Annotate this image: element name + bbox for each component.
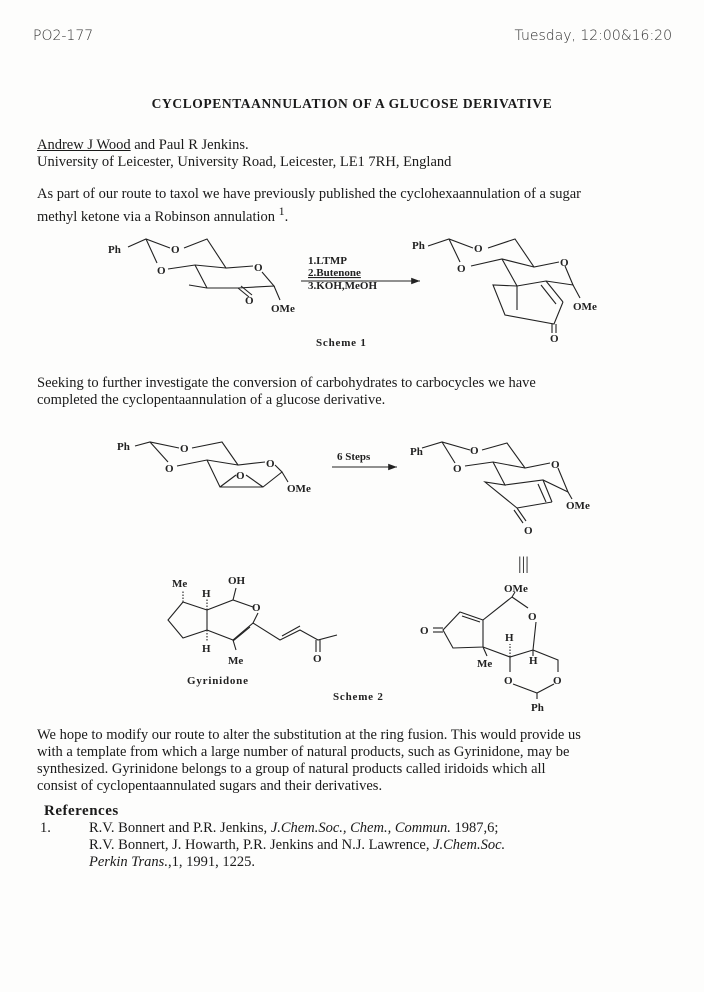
scheme2-product-structure [410,442,590,537]
para3-line-4: consist of cyclopentaannulated sugars and their derivatives. [37,778,383,794]
reference-authors: R.V. Bonnert and P.R. Jenkins, [89,820,271,836]
poster-code: PO2-177 [33,28,94,44]
atom-label: O [180,443,189,455]
atom-label: OMe [566,500,590,512]
atom-label: O [470,445,479,457]
atom-label: O [266,458,275,470]
page-title: CYCLOPENTAANNULATION OF A GLUCOSE DERIVATIVE [151,96,553,111]
atom-label: O [236,470,245,482]
reference-citation: ,1, 1991, 1225. [167,854,255,870]
atom-label: OMe [504,583,528,595]
atom-label: O [550,333,559,345]
atom-label: O [420,625,429,637]
atom-label: O [252,602,261,614]
atom-label: H [505,632,514,644]
atom-label: H [202,643,211,655]
reference-citation: 1987,6; [450,820,499,836]
references-heading: References [44,803,119,819]
atom-label: O [245,295,254,307]
atom-label: O [165,463,174,475]
para3-line-2: with a template from which a large number of natural products, such as Gyrinidone, may be [37,744,570,760]
equivalence-symbol: ||| [518,553,529,573]
gyrinidone-label: Gyrinidone [187,675,249,687]
reference-number: 1. [40,820,51,836]
atom-label: O [524,525,533,537]
co-author: and Paul R Jenkins. [130,137,249,153]
scheme-2-caption: Scheme 2 [333,691,384,703]
reagent-label: 3.KOH,MeOH [308,280,378,292]
atom-label: O [551,459,560,471]
atom-label: OH [228,575,246,587]
atom-label: Me [477,658,493,670]
atom-label: O [254,262,263,274]
atom-label: O [457,263,466,275]
redrawn-product-structure [420,583,562,714]
atom-label: H [202,588,211,600]
atom-label: O [474,243,483,255]
scheme2-reactant-structure [117,441,311,495]
reference-journal: Perkin Trans. [89,854,168,870]
scheme-1-caption: Scheme 1 [316,337,367,349]
atom-label: O [553,675,562,687]
para2-line-2: completed the cyclopentaannulation of a glucose derivative. [37,392,386,408]
para3-line-1: We hope to modify our route to alter the substitution at the ring fusion. This would provide us [37,727,581,743]
atom-label: OMe [573,301,597,313]
reference-journal: J.Chem.Soc., Chem., Commun. [270,820,451,836]
atom-label: Ph [108,244,121,256]
atom-label: O [560,257,569,269]
atom-label: Me [172,578,188,590]
atom-label: O [157,265,166,277]
atom-label: OMe [287,483,311,495]
reagent-label: 1.LTMP [308,255,348,267]
atom-label: Ph [410,446,423,458]
scheme1-product-structure [412,239,597,345]
atom-label: O [528,611,537,623]
atom-label: O [313,653,322,665]
reagent-label: 6 Steps [337,451,371,463]
intro-line-1: As part of our route to taxol we have previously published the cyclohexaannulation of a sugar [37,186,581,202]
para3-line-3: synthesized. Gyrinidone belongs to a group of natural products called iridoids which all [37,761,546,777]
affiliation: University of Leicester, University Road, Leicester, LE1 7RH, England [37,154,452,170]
session-time: Tuesday, 12:00&16:20 [514,28,672,44]
atom-label: O [453,463,462,475]
intro-text: methyl ketone via a Robinson annulation [37,208,279,225]
atom-label: Ph [531,702,544,714]
atom-label: Ph [412,240,425,252]
atom-label: Me [228,655,244,667]
reference-journal: J.Chem.Soc. [433,837,506,853]
atom-label: O [171,244,180,256]
presenter-name: Andrew J Wood [37,137,131,153]
reagent-label: 2.Butenone [308,267,361,279]
atom-label: H [529,655,538,667]
atom-label: OMe [271,303,295,315]
atom-label: O [504,675,513,687]
reference-superscript[interactable]: 1 [278,204,285,218]
scheme1-reactant-structure [108,239,295,315]
atom-label: Ph [117,441,130,453]
para2-line-1: Seeking to further investigate the conversion of carbohydrates to carbocycles we have [37,375,536,391]
gyrinidone-structure [168,575,337,667]
intro-period: . [284,208,289,225]
reference-authors: R.V. Bonnert, J. Howarth, P.R. Jenkins and N.J. Lawrence, [89,837,434,853]
